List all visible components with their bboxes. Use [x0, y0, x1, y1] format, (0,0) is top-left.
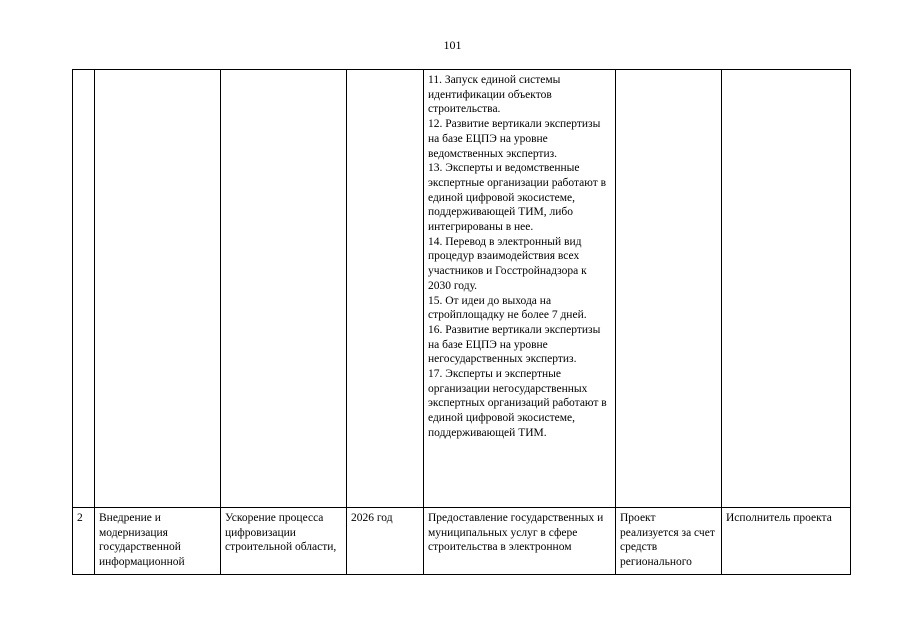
result-item: 11. Запуск единой системы идентификации объектов строительства.	[428, 74, 561, 116]
results-cell	[424, 70, 616, 508]
result-item: 12. Развитие вертикали экспертизы на базе ЕЦПЭ на уровне ведомственных экспертиз.	[428, 118, 601, 160]
funding-cell	[616, 70, 722, 508]
result-item: 13. Эксперты и ведомственные экспертные организации работают в единой цифровой экосистеме, поддерживающей ТИМ, либо интегрированы в нее.	[428, 162, 607, 234]
goal-cell	[221, 70, 347, 508]
table-row	[73, 508, 851, 575]
row-number-cell: 2	[73, 508, 95, 575]
funding-cell: Проект реализуется за счет средств регионального	[616, 508, 722, 575]
executor-cell	[722, 70, 851, 508]
project-name-cell: Внедрение и модернизация государственной информационной	[95, 508, 221, 575]
deadline-cell	[347, 70, 424, 508]
deadline-cell: 2026 год	[347, 508, 424, 575]
project-name-cell	[95, 70, 221, 508]
table-row	[73, 70, 851, 508]
row-number-cell	[73, 70, 95, 508]
results-cell: Предоставление государственных и муниципальных услуг в сфере строительства в электронном	[424, 508, 616, 575]
project-table	[72, 69, 851, 575]
result-item: 14. Перевод в электронный вид процедур взаимодействия всех участников и Госстройнадзора к 2030 году.	[428, 235, 587, 292]
result-item: 15. От идеи до выхода на стройплощадку не более 7 дней.	[428, 294, 587, 322]
executor-cell: Исполнитель проекта	[722, 508, 851, 575]
goal-cell: Ускорение процесса цифровизации строительной области,	[221, 508, 347, 575]
page-number: 101	[443, 38, 462, 52]
result-item: 16. Развитие вертикали экспертизы на базе ЕЦПЭ на уровне негосударственных экспертиз.	[428, 323, 601, 366]
result-item: 17. Эксперты и экспертные организации негосударственных экспертных организаций работают в единой цифровой экосистеме, поддерживающей ТИМ.	[428, 368, 607, 439]
